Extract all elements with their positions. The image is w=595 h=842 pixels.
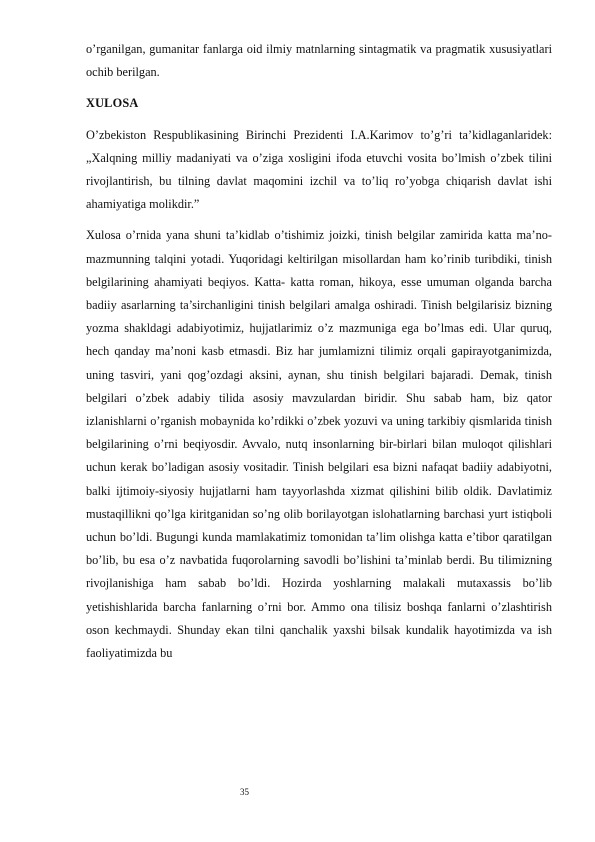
paragraph-intro-ending: o’rganilgan, gumanitar fanlarga oid ilmiy matnlarning sintagmatik va pragmatik xususiyatlari ochib berilgan. bbox=[86, 42, 552, 80]
paragraph-karimov-quote: O’zbekiston Respublikasining Birinchi Prezidenti I.A.Karimov to’g’ri ta’kidlaganlaridek: „Xalqning milliy madaniyati va o’ziga xosligini ifoda etuvchi vosita bo’lmish o’zbek tilini rivojlantirish, bu tilning davlat maqomini izchil va to’liq ro’yobga chiqarish davlat ishi ahamiyatiga molikdir.” bbox=[86, 127, 552, 212]
document-page bbox=[86, 38, 552, 665]
paragraph-conclusion-body: Xulosa o’rnida yana shuni ta’kidlab o’tishimiz joizki, tinish belgilar zamirida katta ma’no-mazmunning talqini yotadi. Yuqoridagi keltirilgan misollardan ham ko’rinib turibdiki, tinish belgilarining ahamiyati beqiyos. Katta- katta roman, hikoya, esse umuman olganda barcha badiiy asarlarning ta’sirchanligini tinish belgilari amalga oshiradi. Tinish belgilarisiz bizning yozma shakldagi adabiyotimiz, hujjatlarimiz o’z mazmuniga ega bo’lmas edi. Ular quruq, hech qanday ma’noni kasb etmasdi. Biz har jumlamizni tilimiz orqali gapirayotganimizda, uning tasviri, yani qog’ozdagi aksini, aynan, shu tinish belgilari bajaradi. Demak, tinish belgilari o’zbek adabiy tilida asosiy mavzulardan biridir. Shu sabab ham, biz qator izlanishlarni o’rganish mobaynida ko’rdikki o’zbek yozuvi va uning tarkibiy qismlarida tinish belgilarining o’rni beqiyosdir. Avvalo, nutq insonlarning bir-birlari bilan muloqot qilishlari uchun kerak bo’ladigan asosiy vositadir. Tinish belgilari esa bizni nafaqat badiiy adabiyotni, balki ijtimoiy-siyosiy hujjatlarni ham tayyorlashda xizmat qilishini bilib oldik. Davlatimiz mustaqillikni qo’lga kiritganidan so’ng olib borilayotgan islohatlarning barchasi yurt istiqboli uchun bo’ldi. Bugungi kunda mamlakatimiz tomonidan ta’lim olishga katta e’tibor qaratilgan bo’lib, bu esa o’z navbatida fuqorolarning savodli bo’lishini ta’minlab berdi. Bu tilimizning rivojlanishiga ham sabab bo’ldi. Hozirda yoshlarning malakali mutaxassis bo’lib yetishishlarida barcha fanlarning o’rni bor. Ammo ona tilisiz boshqa fanlarni o’zlashtirish oson kechmaydi. Shunday ekan tilni qanchalik yaxshi bilsak kundalik hayotimizda va ish faoliyatimizda bu bbox=[86, 228, 552, 661]
section-heading-xulosa: XULOSA bbox=[86, 96, 139, 111]
page-number: 35 bbox=[240, 787, 249, 797]
